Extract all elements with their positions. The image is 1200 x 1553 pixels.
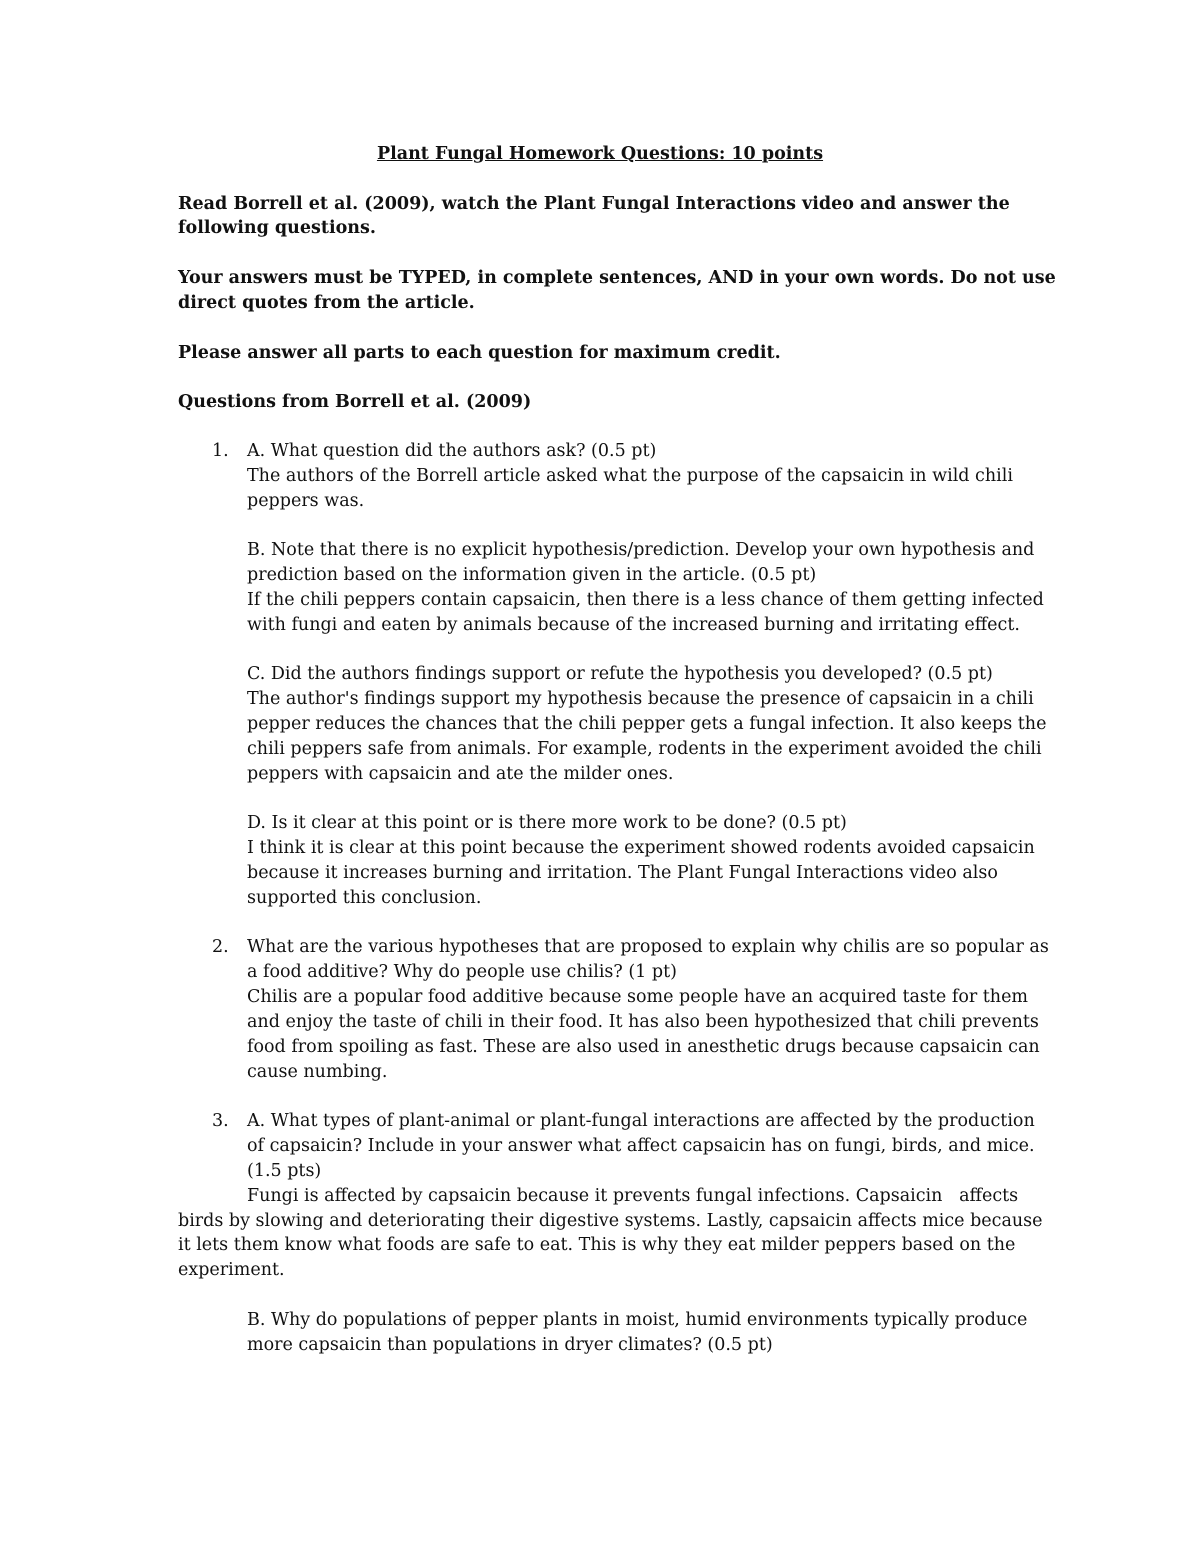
- question-number: 2.: [212, 937, 229, 957]
- intro-line: Read Borrell et al. (2009), watch the Plant Fungal Interactions video and answer the: [178, 194, 1010, 214]
- intro-line: following questions.: [178, 218, 376, 238]
- question-number: 3.: [212, 1111, 229, 1131]
- question-text: of capsaicin? Include in your answer what affect capsaicin has on fungi, birds, and mice.: [247, 1136, 1035, 1156]
- question-text: A. What types of plant-animal or plant-fungal interactions are affected by the production: [247, 1111, 1035, 1131]
- answer-text: and enjoy the taste of chili in their food. It has also been hypothesized that chili prevents: [247, 1012, 1039, 1032]
- question-text: B. Why do populations of pepper plants in moist, humid environments typically produce: [247, 1310, 1028, 1330]
- answer-text: birds by slowing and deteriorating their digestive systems. Lastly, capsaicin affects mice because: [178, 1211, 1043, 1231]
- answer-text: because it increases burning and irritation. The Plant Fungal Interactions video also: [247, 863, 998, 883]
- question-text: C. Did the authors findings support or refute the hypothesis you developed? (0.5 pt): [247, 664, 993, 684]
- section-heading: Questions from Borrell et al. (2009): [178, 392, 532, 412]
- answer-text: The author's findings support my hypothesis because the presence of capsaicin in a chili: [247, 689, 1034, 709]
- answer-text: experiment.: [178, 1260, 285, 1280]
- instructions-line: direct quotes from the article.: [178, 293, 475, 313]
- answer-text: I think it is clear at this point because the experiment showed rodents avoided capsaicin: [247, 838, 1035, 858]
- question-text: prediction based on the information given in the article. (0.5 pt): [247, 565, 817, 585]
- answer-text: it lets them know what foods are safe to eat. This is why they eat milder peppers based on the: [178, 1235, 1016, 1255]
- answer-text: chili peppers safe from animals. For example, rodents in the experiment avoided the chili: [247, 739, 1042, 759]
- question-text: A. What question did the authors ask? (0.5 pt): [247, 441, 657, 461]
- question-text: more capsaicin than populations in dryer climates? (0.5 pt): [247, 1335, 773, 1355]
- question-text: D. Is it clear at this point or is there more work to be done? (0.5 pt): [247, 813, 847, 833]
- answer-text: pepper reduces the chances that the chili pepper gets a fungal infection. It also keeps the: [247, 714, 1047, 734]
- instructions-line: Please answer all parts to each question for maximum credit.: [178, 343, 781, 363]
- answer-text: supported this conclusion.: [247, 888, 482, 908]
- answer-text: Chilis are a popular food additive because some people have an acquired taste for them: [247, 987, 1029, 1007]
- answer-text: with fungi and eaten by animals because of the increased burning and irritating effect.: [247, 615, 1020, 635]
- question-text: B. Note that there is no explicit hypothesis/prediction. Develop your own hypothesis and: [247, 540, 1035, 560]
- answer-text: The authors of the Borrell article asked what the purpose of the capsaicin in wild chili: [247, 466, 1013, 486]
- answer-text: Fungi is affected by capsaicin because it prevents fungal infections. Capsaicin affects: [247, 1186, 1019, 1206]
- question-text: What are the various hypotheses that are proposed to explain why chilis are so popular as: [247, 937, 1049, 957]
- answer-text: If the chili peppers contain capsaicin, then there is a less chance of them getting infected: [247, 590, 1044, 610]
- answer-text: cause numbing.: [247, 1062, 388, 1082]
- question-text: a food additive? Why do people use chilis? (1 pt): [247, 962, 677, 982]
- document-title: Plant Fungal Homework Questions: 10 points: [376, 144, 824, 164]
- answer-text: peppers was.: [247, 491, 365, 511]
- answer-text: peppers with capsaicin and ate the milder ones.: [247, 764, 674, 784]
- instructions-line: Your answers must be TYPED, in complete sentences, AND in your own words. Do not use: [178, 268, 1056, 288]
- question-number: 1.: [212, 441, 229, 461]
- answer-text: food from spoiling as fast. These are also used in anesthetic drugs because capsaicin can: [247, 1037, 1040, 1057]
- question-text: (1.5 pts): [247, 1161, 322, 1181]
